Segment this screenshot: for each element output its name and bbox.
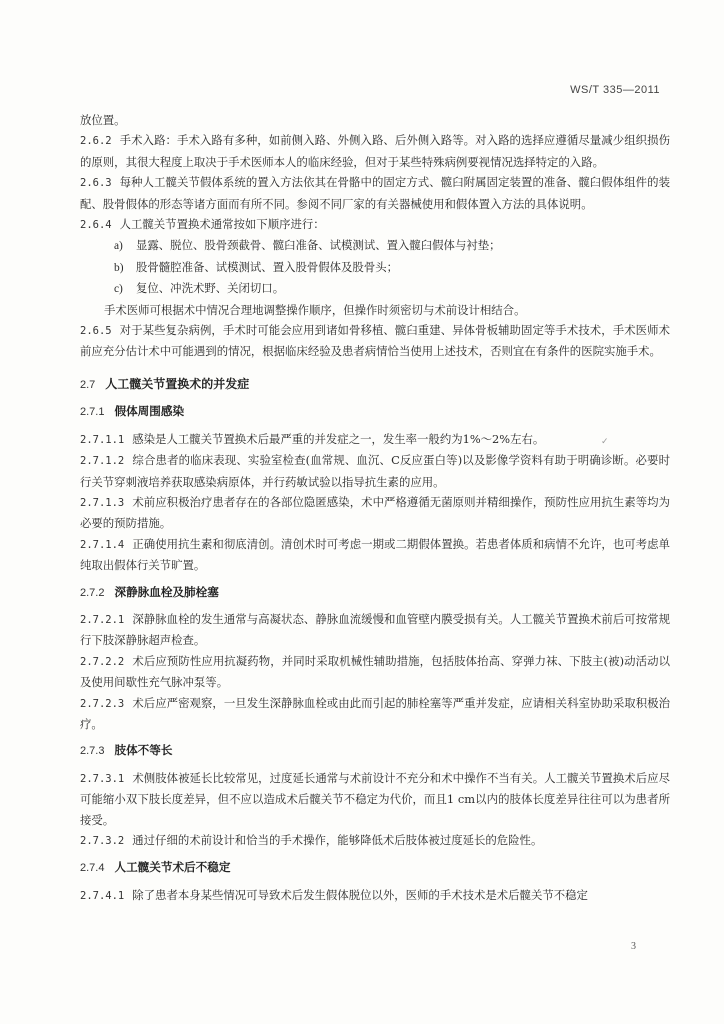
page-number: 3 (631, 941, 636, 952)
clause-number: 2.7.1.2 (80, 455, 125, 468)
clause-number: 2.7.2.3 (80, 697, 125, 710)
section-heading-2-7-2 (80, 582, 670, 603)
clause-2-7-2-3 (80, 693, 670, 735)
clause-text: 对于某些复杂病例，手术时可能会应用到诸如骨移植、髋臼重建、异体骨板辅助固定等手术技术，手术医师术前应充分估计术中可能遇到的情况，根据临床经验及患者病情恰当使用上述技术，否则宜在有条件的医院实施手术。 (80, 323, 670, 359)
clause-text: 术后应严密观察，一旦发生深静脉血栓或由此而引起的肺栓塞等严重并发症，应请相关科室协助采取积极治疗。 (80, 695, 670, 731)
clause-number: 2.7.2.2 (80, 655, 125, 668)
section-title: 肢体不等长 (114, 743, 173, 758)
clause-text: 术前应积极治疗患者存在的各部位隐匿感染，术中严格遵循无菌原则并精细操作，预防性应用抗生素等均为必要的预防措施。 (80, 494, 670, 531)
clause-text: 除了患者本身某些情况可导致术后发生假体脱位以外，医师的手术技术是术后髋关节不稳定 (132, 887, 588, 902)
section-heading-2-7-1 (80, 401, 670, 422)
clause-text: 术侧肢体被延长比较常见，过度延长通常与术前设计不充分和术中操作不当有关。人工髋关节置换术后应尽可能缩小双下肢长度差异，但不应以造成术后髋关节不稳定为代价，而且1 cm以内的肢体长度差异往往可以为患者所接受。 (80, 770, 670, 827)
clause-text: 综合患者的临床表现、实验室检查(血常规、血沉、C反应蛋白等)以及影像学资料有助于明确诊断。必要时行关节穿刺液培养获取感染病原体，并行药敏试验以指导抗生素的应用。 (80, 453, 670, 489)
list-item-text: 显露、脱位、股骨颈截骨、髋臼准备、试模测试、置入髋臼假体与衬垫； (136, 238, 501, 253)
section-heading-2-7-3 (80, 740, 670, 761)
clause-number: 2.7.3.1 (80, 772, 125, 785)
clause-2-7-4-1 (80, 885, 670, 906)
clause-number: 2.6.3 (80, 177, 112, 190)
clause-2-7-1-3 (80, 492, 670, 534)
clause-number: 2.7.4.1 (80, 889, 125, 902)
clause-2-6-5 (80, 320, 670, 362)
clause-text: 术后应预防性应用抗凝药物，并同时采取机械性辅助措施，包括肢体抬高、穿弹力袜、下肢主(被)动活动以及使用间歇性充气脉冲泵等。 (80, 653, 670, 690)
clause-2-6-2 (80, 130, 670, 172)
clause-text: 每种人工髋关节假体系统的置入方法依其在骨骼中的固定方式、髋臼附属固定装置的准备、髋臼假体组件的装配、股骨假体的形态等诸方面而有所不同。参阅不同厂家的有关器械使用和假体置入方法的具体说明。 (80, 175, 670, 211)
list-item-text: 股骨髓腔准备、试模测试、置入股骨假体及股骨头； (136, 259, 398, 274)
section-title: 人工髋关节术后不稳定 (114, 860, 231, 875)
standard-code: WS/T 335—2011 (570, 84, 660, 96)
clause-2-6-3 (80, 172, 670, 214)
list-item (80, 257, 670, 278)
clause-2-6-4 (80, 214, 670, 235)
section-number: 2.7.3 (80, 745, 105, 758)
section-title: 深静脉血栓及肺栓塞 (114, 584, 219, 599)
section-number: 2.7.2 (80, 586, 105, 599)
clause-text: 通过仔细的术前设计和恰当的手术操作，能够降低术后肢体被过度延长的危险性。 (132, 833, 543, 847)
clause-note: 手术医师可根据术中情况合理地调整操作顺序，但操作时须密切与术前设计相结合。 (104, 302, 526, 317)
section-number: 2.7.1 (80, 406, 105, 419)
section-title: 人工髋关节置换术的并发症 (105, 376, 250, 391)
clause-number: 2.7.3.2 (80, 835, 125, 847)
list-item-label: c) (114, 283, 123, 296)
clause-2-7-2-2 (80, 651, 670, 693)
list-item (80, 235, 670, 256)
section-number: 2.7.4 (80, 862, 105, 875)
clause-text: 人工髋关节置换术通常按如下顺序进行： (119, 217, 325, 232)
section-title: 假体周围感染 (114, 404, 185, 419)
clause-2-7-1-1 (80, 429, 670, 450)
clause-number: 2.6.5 (80, 325, 112, 338)
clause-text: 感染是人工髋关节置换术后最严重的并发症之一，发生率一般约为1%～2%左右。 (132, 431, 545, 446)
document-body (80, 110, 670, 906)
list-item-label: a) (114, 240, 123, 253)
clause-2-7-3-2 (80, 830, 670, 851)
clause-number: 2.6.4 (80, 219, 112, 232)
clause-2-7-3-1 (80, 768, 670, 830)
clause-number: 2.7.1.4 (80, 538, 125, 551)
clause-text: 正确使用抗生素和彻底清创。清创术时可考虑一期或二期假体置换。若患者体质和病情不允许，也可考虑单纯取出假体行关节旷置。 (80, 536, 670, 573)
clause-number: 2.6.2 (80, 135, 112, 148)
clause-number: 2.7.1.1 (80, 433, 125, 446)
list-item-label: b) (114, 261, 124, 274)
clause-number: 2.7.1.3 (80, 496, 125, 509)
clause-text: 深静脉血栓的发生通常与高凝状态、静脉血流缓慢和血管壁内膜受损有关。人工髋关节置换术前后可按常规行下肢深静脉超声检查。 (80, 611, 670, 648)
section-heading-2-7-4 (80, 857, 670, 878)
section-number: 2.7 (80, 378, 96, 391)
list-item-text: 复位、冲洗术野、关闭切口。 (136, 281, 285, 296)
list-item (80, 278, 670, 299)
clause-2-7-2-1 (80, 609, 670, 651)
clause-2-7-1-2 (80, 450, 670, 492)
check-mark-icon: ✓ (601, 437, 609, 447)
clause-2-7-1-4 (80, 534, 670, 576)
clause-number: 2.7.2.1 (80, 613, 125, 626)
paragraph-tail: 放位置。 (80, 113, 126, 127)
section-heading-2-7 (80, 374, 670, 395)
clause-text: 手术入路：手术入路有多种，如前侧入路、外侧入路、后外侧入路等。对入路的选择应遵循尽量减少组织损伤的原则，其很大程度上取决于手术医师本人的临床经验，但对于某些特殊病例要视情况选择特定的入路。 (80, 133, 670, 169)
